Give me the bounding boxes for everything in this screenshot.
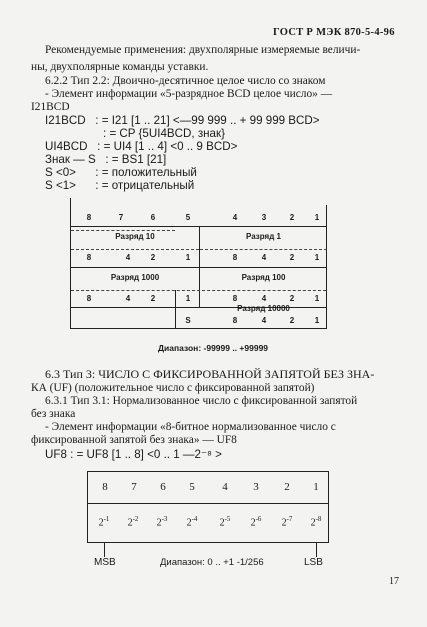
t1-caption: Диапазон: -99999 .. +99999 xyxy=(158,343,269,353)
t1-bit-3: 3 xyxy=(261,213,267,222)
t1-r2-c2: 4 xyxy=(125,253,131,262)
t1-r4-c4: 1 xyxy=(314,316,320,325)
t2-pow-5: $2^{-5}$ xyxy=(219,515,231,529)
t1-digit-1000: Разряд 1000 xyxy=(110,273,160,282)
t1-bit-6: 6 xyxy=(150,213,156,222)
t2-caption: Диапазон: 0 .. +1 -1/256 xyxy=(160,557,264,568)
t2-pow-6: $2^{-6}$ xyxy=(250,515,262,529)
formula-cp: : = CP {5UI4BCD, знак} xyxy=(103,127,225,140)
t1-digit-1: Разряд 1 xyxy=(246,232,281,241)
t1-bit-8: 8 xyxy=(86,213,92,222)
t1-sign: S xyxy=(185,316,191,325)
formula-uf8: UF8 : = UF8 [1 .. 8] <0 .. 1 —2⁻⁸ > xyxy=(45,448,222,461)
t2-pow-8: $2^{-8}$ xyxy=(310,515,322,529)
t2-pow-2: $2^{-2}$ xyxy=(127,515,139,529)
t2-bit-6: 6 xyxy=(160,481,166,493)
t1-r3-c8: 1 xyxy=(314,294,320,303)
t1-r2-c8: 1 xyxy=(314,253,320,262)
t1-r3-c5: 8 xyxy=(232,294,238,303)
msb-tick xyxy=(104,543,105,557)
section-6-3-1-line2: без знака xyxy=(31,408,76,420)
t1-r3-c2: 4 xyxy=(125,294,131,303)
t2-pow-4: $2^{-4}$ xyxy=(186,515,198,529)
t1-digit-10: Разряд 10 xyxy=(115,232,155,241)
section-6-3-1-line1: 6.3.1 Тип 3.1: Нормализованное число с фиксированной запятой xyxy=(45,395,358,407)
t1-bit-4: 4 xyxy=(232,213,238,222)
t1-r2-c7: 2 xyxy=(289,253,295,262)
t2-bit-5: 5 xyxy=(189,481,195,493)
bcd-table xyxy=(70,205,327,329)
doc-header: ГОСТ Р МЭК 870-5-4-96 xyxy=(273,27,395,38)
formula-sign: Знак — S : = BS1 [21] xyxy=(45,153,167,166)
t2-bit-7: 7 xyxy=(131,481,137,493)
section-6-2-2: 6.2.2 Тип 2.2: Двоично-десятичное целое число со знаком xyxy=(45,75,326,87)
t1-r3-c6: 4 xyxy=(261,294,267,303)
t1-r2-c6: 4 xyxy=(261,253,267,262)
t1-bit-2: 2 xyxy=(289,213,295,222)
elem2-line2: фиксированной запятой без знака» — UF8 xyxy=(31,434,237,446)
lsb-label: LSB xyxy=(304,557,323,568)
t2-bit-2: 2 xyxy=(284,481,290,493)
t1-r2-c4: 1 xyxy=(185,253,191,262)
t1-r4-c2: 4 xyxy=(261,316,267,325)
t2-pow-3: $2^{-3}$ xyxy=(156,515,168,529)
t1-r4-c1: 8 xyxy=(232,316,238,325)
formula-s1: S <1> : = отрицательный xyxy=(45,179,195,192)
t2-pow-1: $2^{-1}$ xyxy=(98,515,110,529)
formula-s0: S <0> : = положительный xyxy=(45,166,197,179)
lsb-tick xyxy=(316,543,317,557)
formula-i21bcd: I21BCD : = I21 [1 .. 21] <—99 999 .. + 99 999 BCD> xyxy=(45,114,320,127)
t1-r3-c7: 2 xyxy=(289,294,295,303)
t1-r3-c3: 2 xyxy=(150,294,156,303)
para1-line1: Рекомендуемые применения: двухполярные измеряемые величи- xyxy=(45,44,361,56)
para1-line2: ны, двухполярные команды уставки. xyxy=(31,61,209,73)
t1-bit-1: 1 xyxy=(314,213,320,222)
t1-r4-c3: 2 xyxy=(289,316,295,325)
t1-bit-7: 7 xyxy=(118,213,124,222)
t1-digit-100: Разряд 100 xyxy=(241,273,286,282)
formula-ui4bcd: UI4BCD : = UI4 [1 .. 4] <0 .. 9 BCD> xyxy=(45,140,238,153)
t1-r2-c3: 2 xyxy=(150,253,156,262)
elem1-line2: I21BCD xyxy=(31,101,70,113)
t2-pow-7: $2^{-7}$ xyxy=(281,515,293,529)
page-number: 17 xyxy=(389,576,399,587)
uf8-table xyxy=(87,471,329,543)
t2-bit-1: 1 xyxy=(313,481,319,493)
t1-r3-c1: 8 xyxy=(86,294,92,303)
msb-label: MSB xyxy=(94,557,116,568)
t2-bit-4: 4 xyxy=(222,481,228,493)
t1-r2-c1: 8 xyxy=(86,253,92,262)
elem1-line1: - Элемент информации «5-разрядное BCD целое число» — xyxy=(45,88,333,100)
t2-bit-8: 8 xyxy=(102,481,108,493)
section-6-3-line1: 6.3 Тип 3: ЧИСЛО С ФИКСИРОВАННОЙ ЗАПЯТОЙ БЕЗ ЗНА- xyxy=(45,367,375,381)
t2-bit-3: 3 xyxy=(253,481,259,493)
t1-bit-5: 5 xyxy=(185,213,191,222)
section-6-3-line2: КА (UF) (положительное число с фиксированной запятой) xyxy=(31,382,315,394)
t1-r2-c5: 8 xyxy=(232,253,238,262)
elem2-line1: - Элемент информации «8-битное нормализованное число с xyxy=(45,421,336,433)
t1-digit-10000: Разряд 10000 xyxy=(237,304,290,313)
t1-r3-c4: 1 xyxy=(185,294,191,303)
